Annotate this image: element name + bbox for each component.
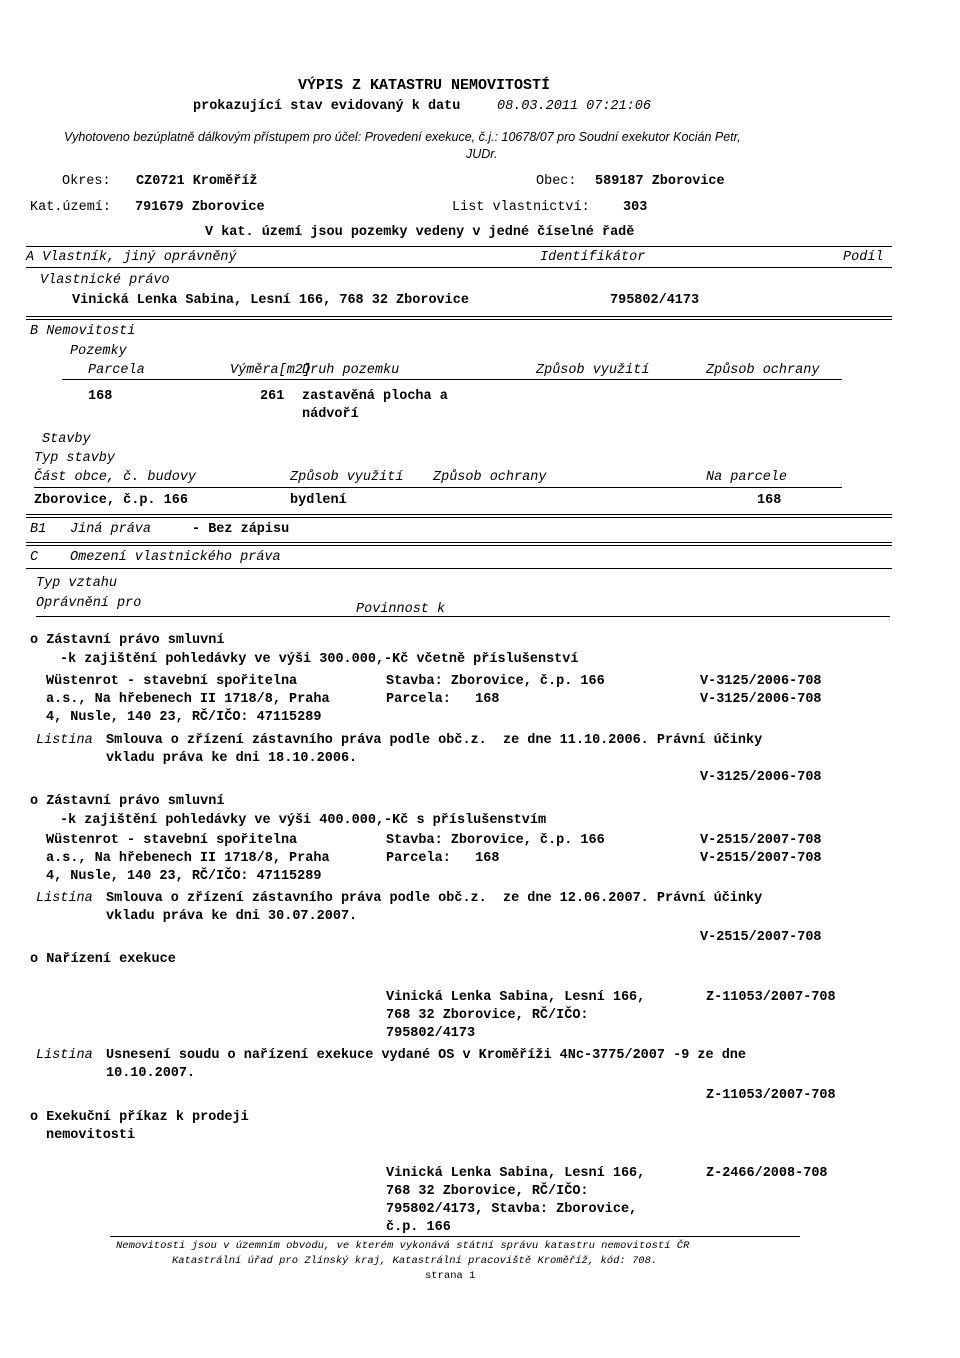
lv-label: List vlastnictví: bbox=[452, 200, 590, 215]
col-na-parcele: Na parcele bbox=[706, 470, 788, 485]
entry-3-listina: Usnesení soudu o nařízení exekuce vydané OS v Kroměříži 4Nc-3775/2007 -9 ze dne bbox=[106, 1048, 747, 1063]
entry-3-party-2: 768 32 Zborovice, RČ/IČO: bbox=[386, 1008, 589, 1023]
typ-vztahu: Typ vztahu bbox=[36, 576, 118, 591]
entry-2-listina: Smlouva o zřízení zástavního práva podle obč.z. ze dne 12.06.2007. Právní účinky bbox=[106, 891, 763, 906]
divider bbox=[26, 514, 892, 515]
entry-2-object-2: Parcela: 168 bbox=[386, 851, 500, 866]
col-vymera: Výměra[m2] bbox=[230, 363, 312, 378]
entry-1-title: o Zástavní právo smluvní bbox=[30, 633, 225, 648]
opravneni-pro: Oprávnění pro bbox=[36, 596, 142, 611]
footer-line-2: Katastrální úřad pro Zlínský kraj, Katastrální pracoviště Kroměříž, kód: 708. bbox=[172, 1255, 658, 1267]
entry-4-party: Vinická Lenka Sabina, Lesní 166, bbox=[386, 1166, 646, 1181]
okres-value: CZ0721 Kroměříž bbox=[136, 174, 258, 189]
entry-4-ref: Z-2466/2008-708 bbox=[706, 1166, 828, 1181]
entry-1-object: Stavba: Zborovice, č.p. 166 bbox=[386, 674, 605, 689]
entry-3-listina-label: Listina bbox=[36, 1048, 93, 1063]
col-druh: Druh pozemku bbox=[302, 363, 400, 378]
page-title: VÝPIS Z KATASTRU NEMOVITOSTÍ bbox=[298, 77, 551, 94]
entry-3-listina-2: 10.10.2007. bbox=[106, 1066, 196, 1081]
col-zpusob-ochrany: Způsob ochrany bbox=[706, 363, 820, 378]
entry-1-listina: Smlouva o zřízení zástavního práva podle obč.z. ze dne 11.10.2006. Právní účinky bbox=[106, 733, 763, 748]
entry-4-party-4: č.p. 166 bbox=[386, 1220, 451, 1235]
entry-2-creditor-3: 4, Nusle, 140 23, RČ/IČO: 47115289 bbox=[46, 869, 322, 884]
entry-2-listina-2: vkladu práva ke dni 30.07.2007. bbox=[106, 909, 358, 924]
entry-2-creditor-2: a.s., Na hřebenech II 1718/8, Praha bbox=[46, 851, 330, 866]
section-b-heading: B Nemovitosti bbox=[30, 324, 136, 339]
entry-2-listina-label: Listina bbox=[36, 891, 93, 906]
entry-1-line: -k zajištění pohledávky ve výši 300.000,-Kč včetně příslušenství bbox=[60, 652, 579, 667]
b1-heading: Jiná práva bbox=[70, 522, 152, 537]
entry-4-party-2: 768 32 Zborovice, RČ/IČO: bbox=[386, 1184, 589, 1199]
entry-2-creditor: Wüstenrot - stavební spořitelna bbox=[46, 833, 298, 848]
okres-label: Okres: bbox=[62, 174, 111, 189]
parcela-vymera: 261 bbox=[260, 389, 285, 404]
purpose-line-2: JUDr. bbox=[466, 147, 498, 161]
entry-4-title: o Exekuční příkaz k prodeji bbox=[30, 1110, 249, 1125]
col-podil: Podíl bbox=[843, 250, 884, 265]
entry-3-party-3: 795802/4173 bbox=[386, 1026, 476, 1041]
divider bbox=[26, 542, 892, 543]
entry-2-ref: V-2515/2007-708 bbox=[700, 833, 822, 848]
entry-3-party: Vinická Lenka Sabina, Lesní 166, bbox=[386, 990, 646, 1005]
entry-2-ref-2: V-2515/2007-708 bbox=[700, 851, 822, 866]
divider bbox=[34, 487, 842, 488]
entry-2-title: o Zástavní právo smluvní bbox=[30, 794, 225, 809]
divider bbox=[36, 616, 890, 617]
col-zpusob-vyuziti-2: Způsob využití bbox=[290, 470, 404, 485]
entry-1-creditor-3: 4, Nusle, 140 23, RČ/IČO: 47115289 bbox=[46, 710, 322, 725]
budova: Zborovice, č.p. 166 bbox=[34, 493, 188, 508]
kat-note: V kat. území jsou pozemky vedeny v jedné číselné řadě bbox=[205, 225, 635, 240]
parcela-number: 168 bbox=[88, 389, 113, 404]
entry-3-title: o Nařízení exekuce bbox=[30, 952, 176, 967]
section-a-heading: A Vlastník, jiný oprávněný bbox=[26, 250, 237, 265]
parcela-druh: zastavěná plocha a bbox=[302, 389, 448, 404]
b1-value: - Bez zápisu bbox=[192, 522, 290, 537]
budova-vyuziti: bydlení bbox=[290, 493, 347, 508]
povinnost-k: Povinnost k bbox=[356, 602, 446, 617]
col-cast-obce: Část obce, č. budovy bbox=[34, 470, 197, 485]
divider bbox=[26, 267, 892, 268]
col-zpusob-ochrany-2: Způsob ochrany bbox=[433, 470, 547, 485]
b1-label: B1 bbox=[30, 522, 47, 537]
c-heading: Omezení vlastnického práva bbox=[70, 550, 281, 565]
lv-value: 303 bbox=[623, 200, 648, 215]
entry-2-line: -k zajištění pohledávky ve výši 400.000,-Kč s příslušenstvím bbox=[60, 813, 547, 828]
entry-2-object: Stavba: Zborovice, č.p. 166 bbox=[386, 833, 605, 848]
divider bbox=[26, 319, 892, 320]
divider bbox=[26, 316, 892, 317]
budova-parcela: 168 bbox=[757, 493, 782, 508]
entry-1-ref-3: V-3125/2006-708 bbox=[700, 770, 822, 785]
col-zpusob-vyuziti: Způsob využití bbox=[536, 363, 650, 378]
parcela-druh-2: nádvoří bbox=[302, 407, 359, 422]
entry-4-party-3: 795802/4173, Stavba: Zborovice, bbox=[386, 1202, 638, 1217]
divider bbox=[26, 517, 892, 518]
pozemky-label: Pozemky bbox=[70, 344, 127, 359]
divider bbox=[26, 246, 892, 247]
entry-1-creditor: Wüstenrot - stavební spořitelna bbox=[46, 674, 298, 689]
entry-1-listina-2: vkladu práva ke dni 18.10.2006. bbox=[106, 751, 358, 766]
entry-1-object-2: Parcela: 168 bbox=[386, 692, 500, 707]
col-identifikator: Identifikátor bbox=[540, 250, 646, 265]
entry-4-title-2: nemovitosti bbox=[46, 1128, 136, 1143]
subtitle-date: 08.03.2011 07:21:06 bbox=[497, 99, 651, 114]
divider bbox=[62, 379, 842, 380]
col-parcela: Parcela bbox=[88, 363, 145, 378]
footer-divider bbox=[110, 1236, 800, 1237]
divider bbox=[26, 568, 892, 569]
entry-3-ref-2: Z-11053/2007-708 bbox=[706, 1088, 836, 1103]
owner-id: 795802/4173 bbox=[610, 293, 700, 308]
entry-1-listina-label: Listina bbox=[36, 733, 93, 748]
footer-line: Nemovitosti jsou v územním obvodu, ve kterém vykonává státní správu katastru nemovitostí ČR bbox=[116, 1240, 690, 1252]
page-number: strana 1 bbox=[425, 1270, 476, 1282]
vlastnicke-pravo: Vlastnické právo bbox=[40, 273, 170, 288]
entry-2-ref-3: V-2515/2007-708 bbox=[700, 930, 822, 945]
obec-label: Obec: bbox=[536, 174, 577, 189]
entry-1-ref-2: V-3125/2006-708 bbox=[700, 692, 822, 707]
typ-stavby-label: Typ stavby bbox=[34, 451, 116, 466]
entry-1-ref: V-3125/2006-708 bbox=[700, 674, 822, 689]
owner-name: Vinická Lenka Sabina, Lesní 166, 768 32 Zborovice bbox=[72, 293, 469, 308]
purpose-line: Vyhotoveno bezúplatně dálkovým přístupem pro účel: Provedení exekuce, č.j.: 10678/07 pro Soudní exekutor Kocián Petr, bbox=[64, 130, 741, 144]
katuzemi-value: 791679 Zborovice bbox=[135, 200, 265, 215]
entry-1-creditor-2: a.s., Na hřebenech II 1718/8, Praha bbox=[46, 692, 330, 707]
katuzemi-label: Kat.území: bbox=[30, 200, 112, 215]
obec-value: 589187 Zborovice bbox=[595, 174, 725, 189]
divider bbox=[26, 545, 892, 546]
stavby-label: Stavby bbox=[42, 432, 91, 447]
entry-3-ref: Z-11053/2007-708 bbox=[706, 990, 836, 1005]
subtitle-prefix: prokazující stav evidovaný k datu bbox=[193, 99, 461, 114]
c-label: C bbox=[30, 550, 39, 565]
